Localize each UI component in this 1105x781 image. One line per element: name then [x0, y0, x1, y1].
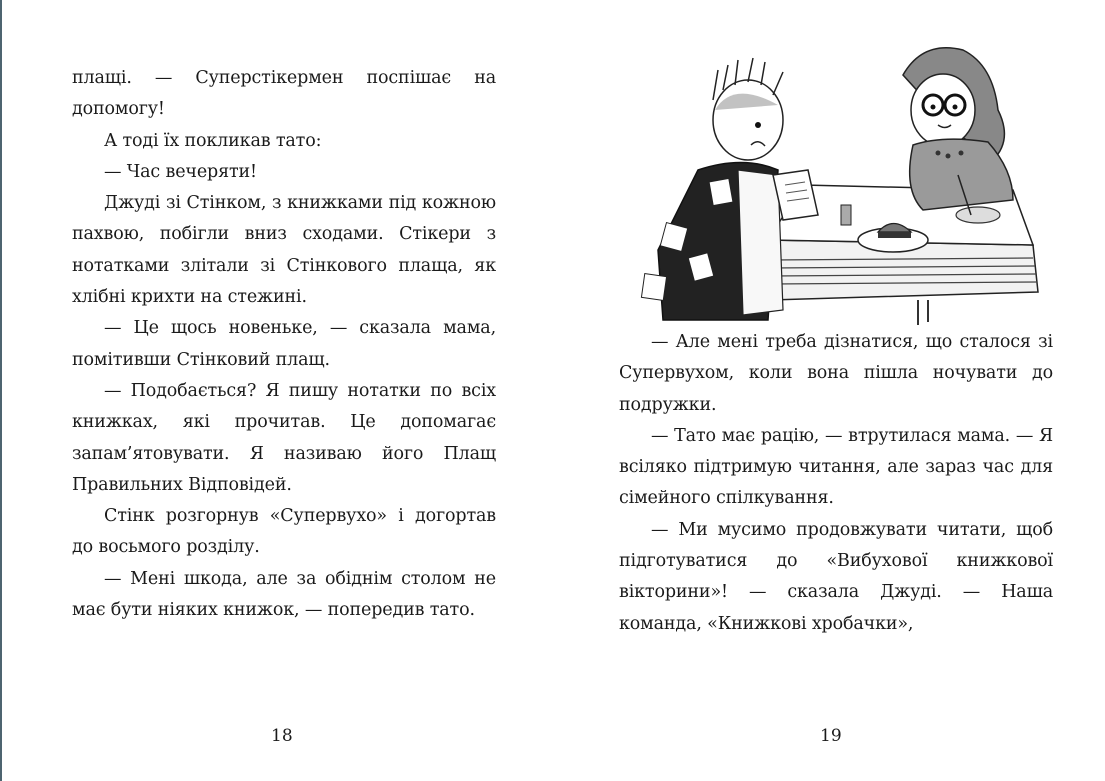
paragraph: — Тато має рацію, — втрутилася мама. — Я всіляко підтримую читання, але зараз час для сімейного спілкування.	[619, 425, 1053, 509]
paragraph: — Час вечеряти!	[104, 161, 257, 182]
paragraph: — Але мені треба дізнатися, що сталося зі Супервухом, коли вона пішла ночувати до подружки.	[619, 332, 1053, 415]
paragraph: — Подобається? Я пишу нотатки по всіх книжках, які прочитав. Це допомагає запам’ятовувати. Я називаю його Плащ Правильних Відповідей.	[72, 380, 496, 495]
paragraph: — Ми мусимо продовжувати читати, щоб підготуватися до «Вибухової книжкової вікторини»! — сказала Джуді. — Наша команда, «Книжкові хробачки»,	[619, 519, 1053, 634]
right-page	[553, 0, 1105, 781]
paragraph: А тоді їх покликав тато:	[104, 130, 322, 151]
page-number: 18	[271, 726, 293, 746]
paragraph: Стінк розгорнув «Супервухо» і догортав до восьмого розділу.	[72, 506, 496, 558]
right-page-text	[619, 327, 1053, 640]
paragraph: Джуді зі Стінком, з книжками під кожною пахвою, побігли вниз сходами. Стікери з нотатками злітали зі Стінкового плаща, як хлібні крихти на стежині.	[72, 193, 496, 308]
left-page-text	[72, 63, 496, 626]
paragraph: — Мені шкода, але за обіднім столом не має бути ніяких книжок, — попередив тато.	[72, 568, 496, 621]
left-page	[2, 0, 553, 781]
page-number: 19	[820, 726, 842, 746]
paragraph: плащі. — Суперстікермен поспішає на допомогу!	[72, 68, 496, 120]
illustration-image	[593, 10, 1053, 330]
paragraph: — Це щось новеньке, — сказала мама, помітивши Стінковий плащ.	[72, 318, 496, 370]
